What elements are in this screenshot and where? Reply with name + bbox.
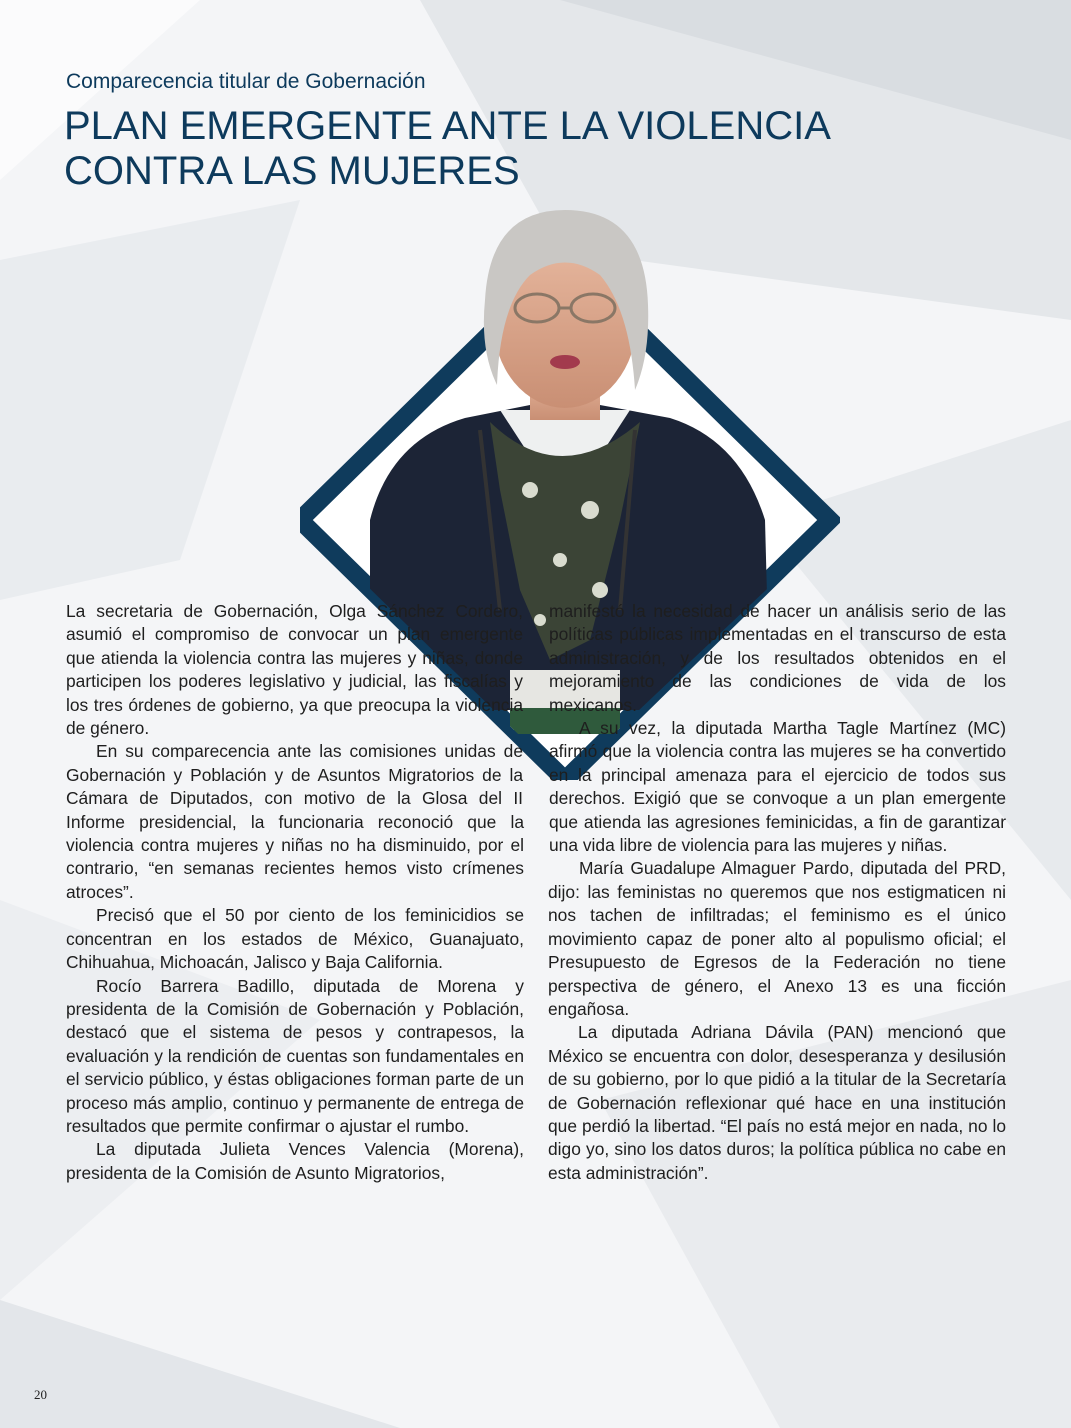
paragraph: La diputada Adriana Dávila (PAN) mencionó que México se encuentra con dolor, desesperanza y desilusión de su gobierno, por lo que pidió a la titular de la Secretaría de Gobernación reflexionar qué hace en una institución que perdió la libertad. “El país no está mejor en nada, no lo digo yo, sino los datos duros; la política pública no cabe en esta administración”. [548, 1022, 1006, 1183]
paragraph: En su comparecencia ante las comisiones unidas de Gobernación y Población y de Asuntos Migratorios de la Cámara de Diputados, con motivo de la Glosa del II Informe presidencial, la funcionaria reconoció que la violencia contra mujeres y niñas no ha disminuido, por el contrario, “en semanas recientes hemos visto crímenes atroces”. [66, 741, 524, 902]
paragraph: La secretaria de Gobernación, Olga Sánchez Cordero, asumió el compromiso de convocar un plan emergente que atienda la violencia contra las mujeres y niñas, donde participen los poderes legislativo y judicial, las fiscalías y los tres órdenes de gobierno, ya que preocupa la violencia de género. [66, 601, 523, 739]
paragraph: A su vez, la diputada Martha Tagle Martínez (MC) afirmó que la violencia contra las mujeres se ha convertido en la principal amenaza para el ejercicio de todos sus derechos. Exigió que se convoque a un plan emergente que atienda las agresiones feminicidas, a fin de garantizar una vida libre de violencia para las mujeres y niñas. [549, 718, 1006, 856]
paragraph: La diputada Julieta Vences Valencia (Morena), presidenta de la Comisión de Asunto Migratorios, [66, 1139, 524, 1183]
article-title [64, 104, 964, 194]
paragraph: manifestó la necesidad de hacer un análisis serio de las políticas públicas implementadas en el transcurso de esta administración, y de los resultados obtenidos en el mejoramiento de las condiciones de vida de los mexicanos. [549, 601, 1006, 715]
right-column [548, 600, 1006, 1185]
article-kicker: Comparecencia titular de Gobernación [66, 70, 426, 93]
paragraph: Precisó que el 50 por ciento de los feminicidios se concentran en los estados de México, Guanajuato, Chihuahua, Michoacán, Jalisco y Baja California. [66, 905, 524, 973]
title-line-2: CONTRA LAS MUJERES [64, 149, 520, 193]
title-line-1: PLAN EMERGENTE ANTE LA VIOLENCIA [64, 104, 831, 148]
paragraph: María Guadalupe Almaguer Pardo, diputada del PRD, dijo: las feministas no queremos que nos estigmaticen ni nos tachen de infiltradas; el feminismo es el único movimiento capaz de poner alto al populismo oficial; el Presupuesto de Egresos de la Federación no tiene perspectiva de género, el Anexo 13 es una ficción engañosa. [548, 858, 1006, 1019]
paragraph: Rocío Barrera Badillo, diputada de Morena y presidenta de la Comisión de Gobernación y Población, destacó que el sistema de pesos y contrapesos, la evaluación y la rendición de cuentas son fundamentales en el servicio público, y éstas obligaciones forman parte de un proceso más amplio, continuo y permanente de entrega de resultados que permite confirmar o ajustar el rumbo. [66, 975, 524, 1136]
left-column [66, 600, 524, 1185]
page-number: 20 [34, 1387, 47, 1402]
